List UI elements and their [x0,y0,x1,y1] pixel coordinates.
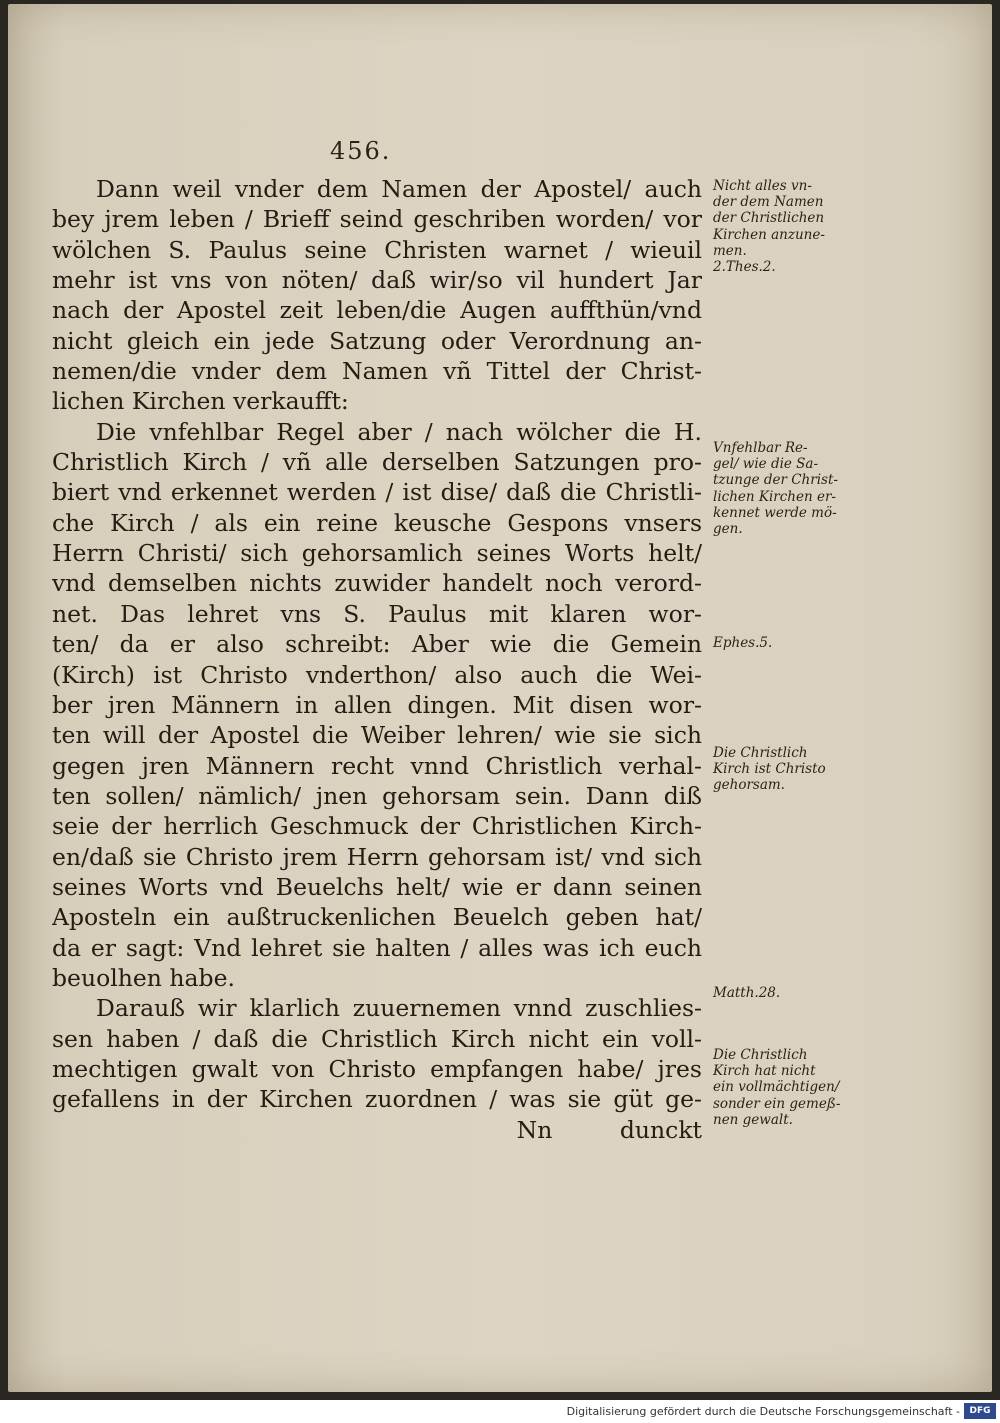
margin-note-line: gehorsam. [713,777,785,794]
margin-note-line: 2.Thes.2. [713,259,776,276]
margin-note-line: gel/ wie die Sa- [713,456,819,473]
book-page [8,4,992,1392]
text-line: lichen Kirchen verkaufft: [52,387,349,416]
text-line: bey jrem leben / Brieff seind geschriben worden/ vor [52,205,702,234]
text-line: ber jren Männern in allen dingen. Mit disen wor- [52,690,702,719]
margin-note-line: der dem Namen [713,194,824,211]
text-line: nemen/die vnder dem Namen vñ Tittel der Christ- [52,357,702,386]
text-line: Christlich Kirch / vñ alle derselben Satzungen pro- [52,448,702,477]
body-text [52,174,702,1145]
dfg-logo-icon: DFG [964,1403,996,1419]
margin-note [713,178,853,275]
text-line: wölchen S. Paulus seine Christen warnet / wieuil [52,235,702,264]
text-line: gegen jren Männern recht vnnd Christlich verhal- [52,751,702,780]
margin-note-line: Matth.28. [713,985,781,1001]
text-line: sen haben / daß die Christlich Kirch nicht ein voll- [52,1024,702,1053]
text-line: en/daß sie Christo jrem Herrn gehorsam ist/ vnd sich [52,842,702,871]
text-line: vnd demselben nichts zuwider handelt noch verord- [52,569,702,598]
text-line: mehr ist vns von nöten/ daß wir/so vil hundert Jar [52,266,702,295]
footer-bar [0,1400,1000,1423]
margin-note-line: ein vollmächtigen/ [713,1079,840,1096]
text-line: da er sagt: Vnd lehret sie halten / alles was ich euch [52,933,702,962]
margin-note-line: kennet werde mö- [713,504,837,521]
margin-note-line: Vnfehlbar Re- [713,440,808,456]
text-line: biert vnd erkennet werden / ist dise/ daß die Christli- [52,478,702,507]
margin-note [713,635,853,651]
margin-note [713,745,853,794]
margin-note-line: der Christlichen [713,210,825,227]
margin-note-line: Die Christlich [713,1047,808,1063]
text-line: nach der Apostel zeit leben/die Augen auffthün/vnd [52,296,702,325]
text-line: beuolhen habe. [52,963,235,992]
margin-note [713,985,853,1001]
margin-note-line: gen. [713,521,743,538]
text-line: (Kirch) ist Christo vnderthon/ also auch die Wei- [52,660,702,689]
margin-note-line: lichen Kirchen er- [713,488,836,505]
margin-note-line: sonder ein gemeß- [713,1095,841,1112]
margin-note-line: Kirchen anzune- [713,226,825,243]
text-line: nicht gleich ein jede Satzung oder Verordnung an- [52,326,702,355]
text-line: ten/ da er also schreibt: Aber wie die Gemein [52,630,702,659]
text-line: gefallens in der Kirchen zuordnen / was sie güt ge- [52,1085,702,1114]
text-line: Die vnfehlbar Regel aber / nach wölcher die H. [96,417,702,446]
margin-note-line: Die Christlich [713,745,808,761]
margin-note-line: nen gewalt. [713,1111,793,1128]
catchword-line: Nn dunckt [516,1115,702,1144]
text-line: net. Das lehret vns S. Paulus mit klaren wor- [52,599,702,628]
text-line: Dann weil vnder dem Namen der Apostel/ auch [96,175,702,203]
text-line: ten will der Apostel die Weiber lehren/ wie sie sich [52,721,702,750]
text-line: seie der herrlich Geschmuck der Christlichen Kirch- [52,812,702,841]
margin-note [713,440,853,537]
text-line: Herrn Christi/ sich gehorsamlich seines Worts helt/ [52,539,702,568]
margin-note-line: Ephes.5. [713,635,773,651]
text-line: seines Worts vnd Beuelchs helt/ wie er dann seinen [52,872,702,901]
margin-note [713,1047,853,1128]
text-line: Darauß wir klarlich zuuernemen vnnd zuschlies- [96,994,702,1023]
margin-note-line: Nicht alles vn- [713,178,812,194]
funding-credit: Digitalisierung gefördert durch die Deutsche Forschungsgemeinschaft - [566,1405,960,1418]
margin-note-line: Kirch hat nicht [713,1063,816,1080]
text-line: ten sollen/ nämlich/ jnen gehorsam sein. Dann diß [52,781,702,810]
margin-note-line: tzunge der Christ- [713,472,838,489]
margin-note-line: men. [713,242,747,259]
text-line: mechtigen gwalt von Christo empfangen habe/ jres [52,1054,702,1083]
text-line: che Kirch / als ein reine keusche Gespons vnsers [52,508,702,537]
margin-note-line: Kirch ist Christo [713,761,826,778]
text-line: Aposteln ein außtruckenlichen Beuelch geben hat/ [52,903,702,932]
page-number: 456. [330,137,392,165]
